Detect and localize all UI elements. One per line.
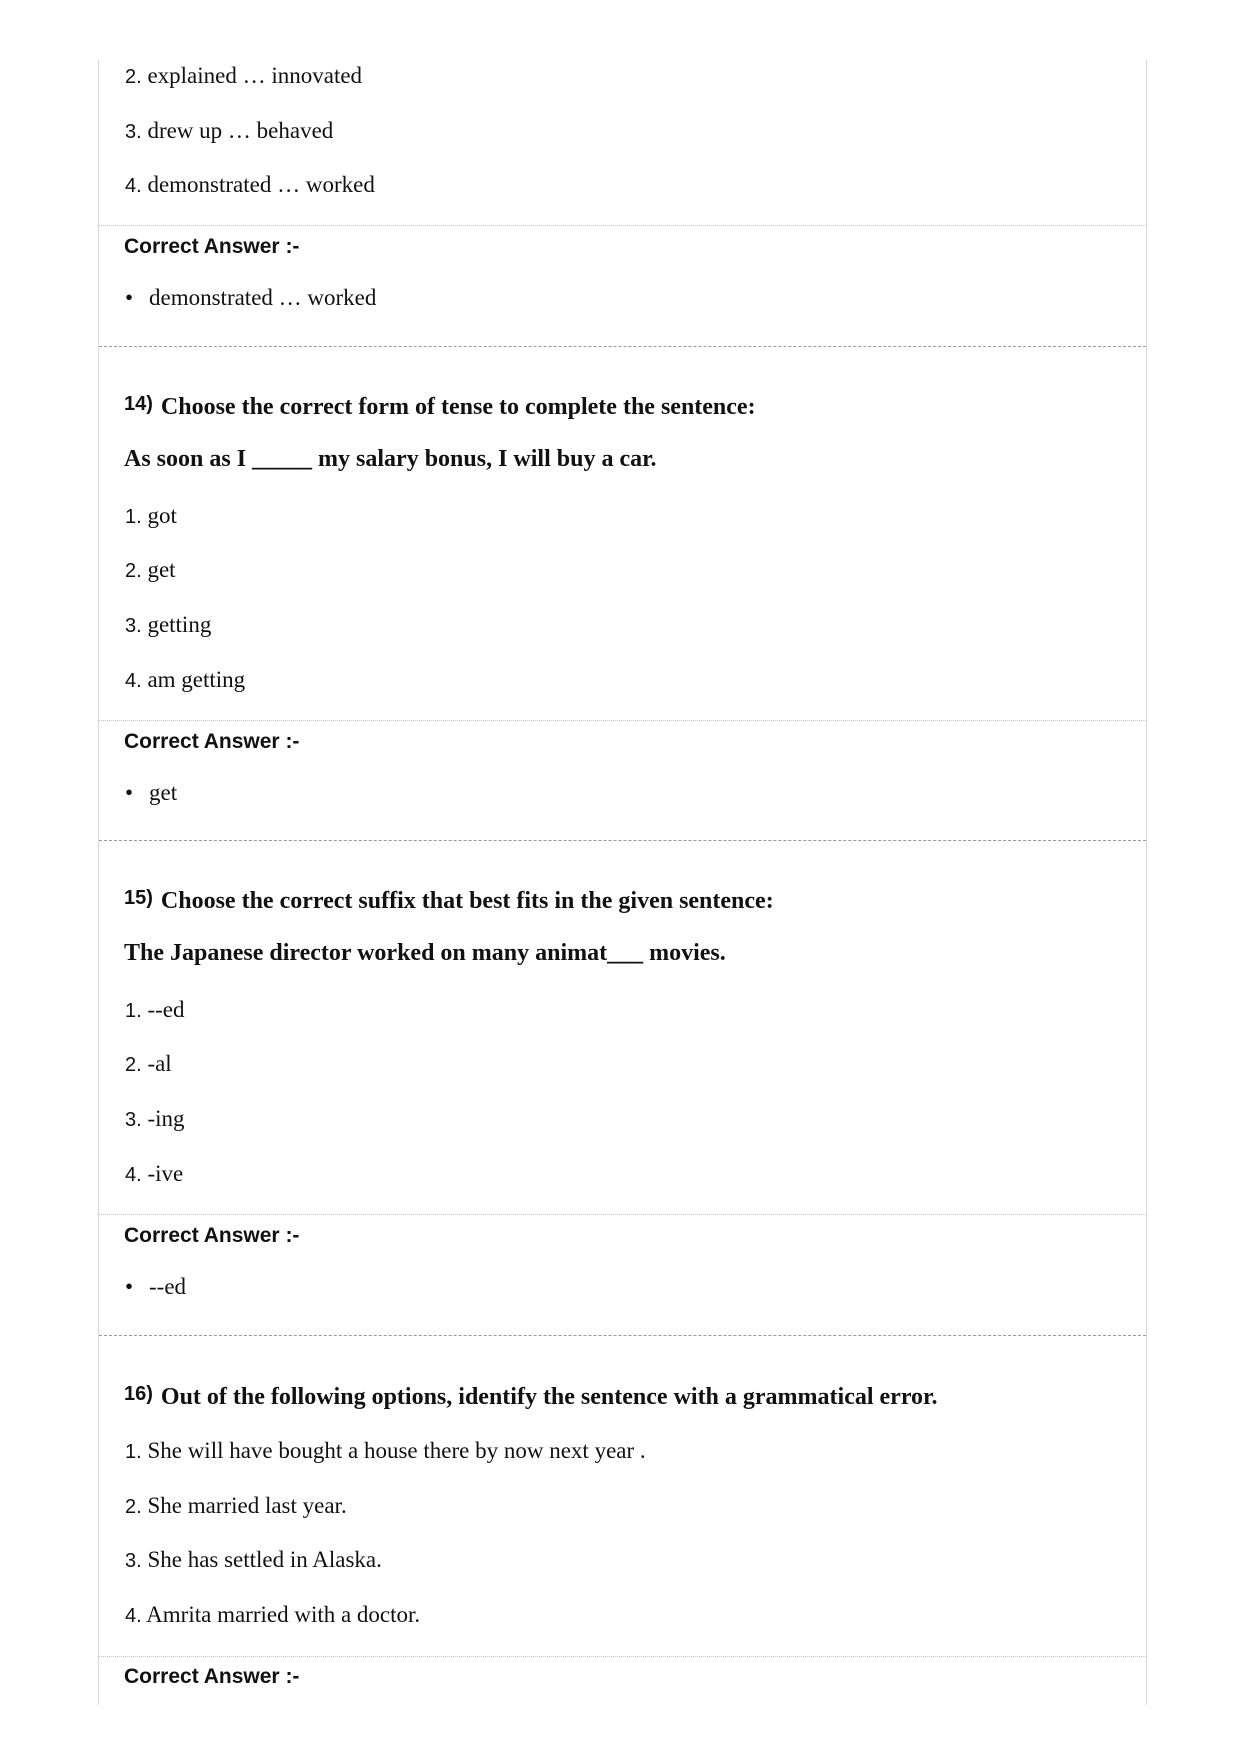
option-number: 1. bbox=[125, 1441, 142, 1463]
question-number: 15) bbox=[124, 887, 153, 909]
q16-option-2 bbox=[125, 1492, 347, 1521]
option-text: She will have bought a house there by now next year . bbox=[147, 1438, 646, 1463]
option-number: 3. bbox=[125, 615, 142, 637]
question-number: 16) bbox=[124, 1383, 153, 1405]
option-text: am getting bbox=[147, 667, 246, 692]
q15-option-2 bbox=[125, 1050, 172, 1079]
q16-correct-answer-label: Correct Answer :- bbox=[124, 1665, 300, 1688]
option-text: --ed bbox=[147, 997, 185, 1022]
option-text: -al bbox=[147, 1051, 172, 1076]
q13-option-4 bbox=[125, 171, 375, 200]
option-text: getting bbox=[147, 612, 212, 637]
question-separator bbox=[99, 346, 1146, 347]
q15-stem: The Japanese director worked on many animat___ movies. bbox=[124, 940, 726, 966]
answer-text: --ed bbox=[149, 1274, 187, 1299]
option-number: 2. bbox=[125, 560, 142, 582]
option-text: drew up … behaved bbox=[147, 118, 334, 143]
q16-option-4 bbox=[125, 1601, 420, 1630]
option-number: 4. bbox=[125, 670, 142, 692]
divider bbox=[99, 720, 1146, 721]
option-text: get bbox=[147, 557, 176, 582]
option-text: got bbox=[147, 503, 177, 528]
question-paper bbox=[98, 60, 1147, 1705]
divider bbox=[99, 1656, 1146, 1657]
bullet-icon: • bbox=[125, 285, 134, 310]
option-number: 3. bbox=[125, 121, 142, 143]
option-number: 2. bbox=[125, 1496, 142, 1518]
question-text: Choose the correct form of tense to complete the sentence: bbox=[160, 394, 756, 420]
option-text: Amrita married with a doctor. bbox=[146, 1602, 421, 1627]
q14-option-1 bbox=[125, 502, 177, 531]
option-text: She has settled in Alaska. bbox=[147, 1547, 382, 1572]
answer-text: demonstrated … worked bbox=[149, 285, 377, 310]
option-number: 3. bbox=[125, 1109, 142, 1131]
q14-correct-answer bbox=[125, 779, 177, 807]
divider bbox=[99, 225, 1146, 226]
q15-option-3 bbox=[125, 1105, 185, 1134]
option-text: -ing bbox=[147, 1106, 185, 1131]
option-text: explained … innovated bbox=[147, 63, 363, 88]
option-number: 2. bbox=[125, 1054, 142, 1076]
q15-option-1 bbox=[125, 996, 184, 1025]
option-number: 1. bbox=[125, 1000, 142, 1022]
option-number: 3. bbox=[125, 1550, 142, 1572]
q14-stem: As soon as I _____ my salary bonus, I will buy a car. bbox=[124, 446, 657, 472]
q16-question bbox=[124, 1379, 938, 1412]
question-text: Choose the correct suffix that best fits in the given sentence: bbox=[160, 888, 774, 914]
q16-option-3 bbox=[125, 1546, 382, 1575]
q14-correct-answer-label: Correct Answer :- bbox=[124, 730, 300, 753]
option-text: She married last year. bbox=[147, 1493, 347, 1518]
option-text: -ive bbox=[147, 1161, 184, 1186]
q14-option-4 bbox=[125, 666, 245, 695]
question-separator bbox=[99, 840, 1146, 841]
bullet-icon: • bbox=[125, 1274, 134, 1299]
option-number: 4. bbox=[125, 1605, 142, 1627]
divider bbox=[99, 1214, 1146, 1215]
question-separator bbox=[99, 1335, 1146, 1336]
option-number: 4. bbox=[125, 175, 142, 197]
q13-option-2 bbox=[125, 62, 362, 91]
answer-text: get bbox=[149, 780, 178, 805]
q15-question bbox=[124, 883, 774, 916]
q16-option-1 bbox=[125, 1437, 646, 1466]
option-number: 1. bbox=[125, 506, 142, 528]
q13-correct-answer-label: Correct Answer :- bbox=[124, 235, 300, 258]
q15-option-4 bbox=[125, 1160, 183, 1189]
bullet-icon: • bbox=[125, 780, 134, 805]
option-text: demonstrated … worked bbox=[147, 172, 375, 197]
q14-option-3 bbox=[125, 611, 211, 640]
q15-correct-answer bbox=[125, 1273, 186, 1301]
question-number: 14) bbox=[124, 393, 153, 415]
q15-correct-answer-label: Correct Answer :- bbox=[124, 1224, 300, 1247]
q14-question bbox=[124, 389, 756, 422]
option-number: 4. bbox=[125, 1164, 142, 1186]
q14-option-2 bbox=[125, 556, 176, 585]
option-number: 2. bbox=[125, 66, 142, 88]
question-text: Out of the following options, identify the sentence with a grammatical error. bbox=[160, 1384, 938, 1410]
q13-correct-answer bbox=[125, 284, 376, 312]
q13-option-3 bbox=[125, 117, 333, 146]
